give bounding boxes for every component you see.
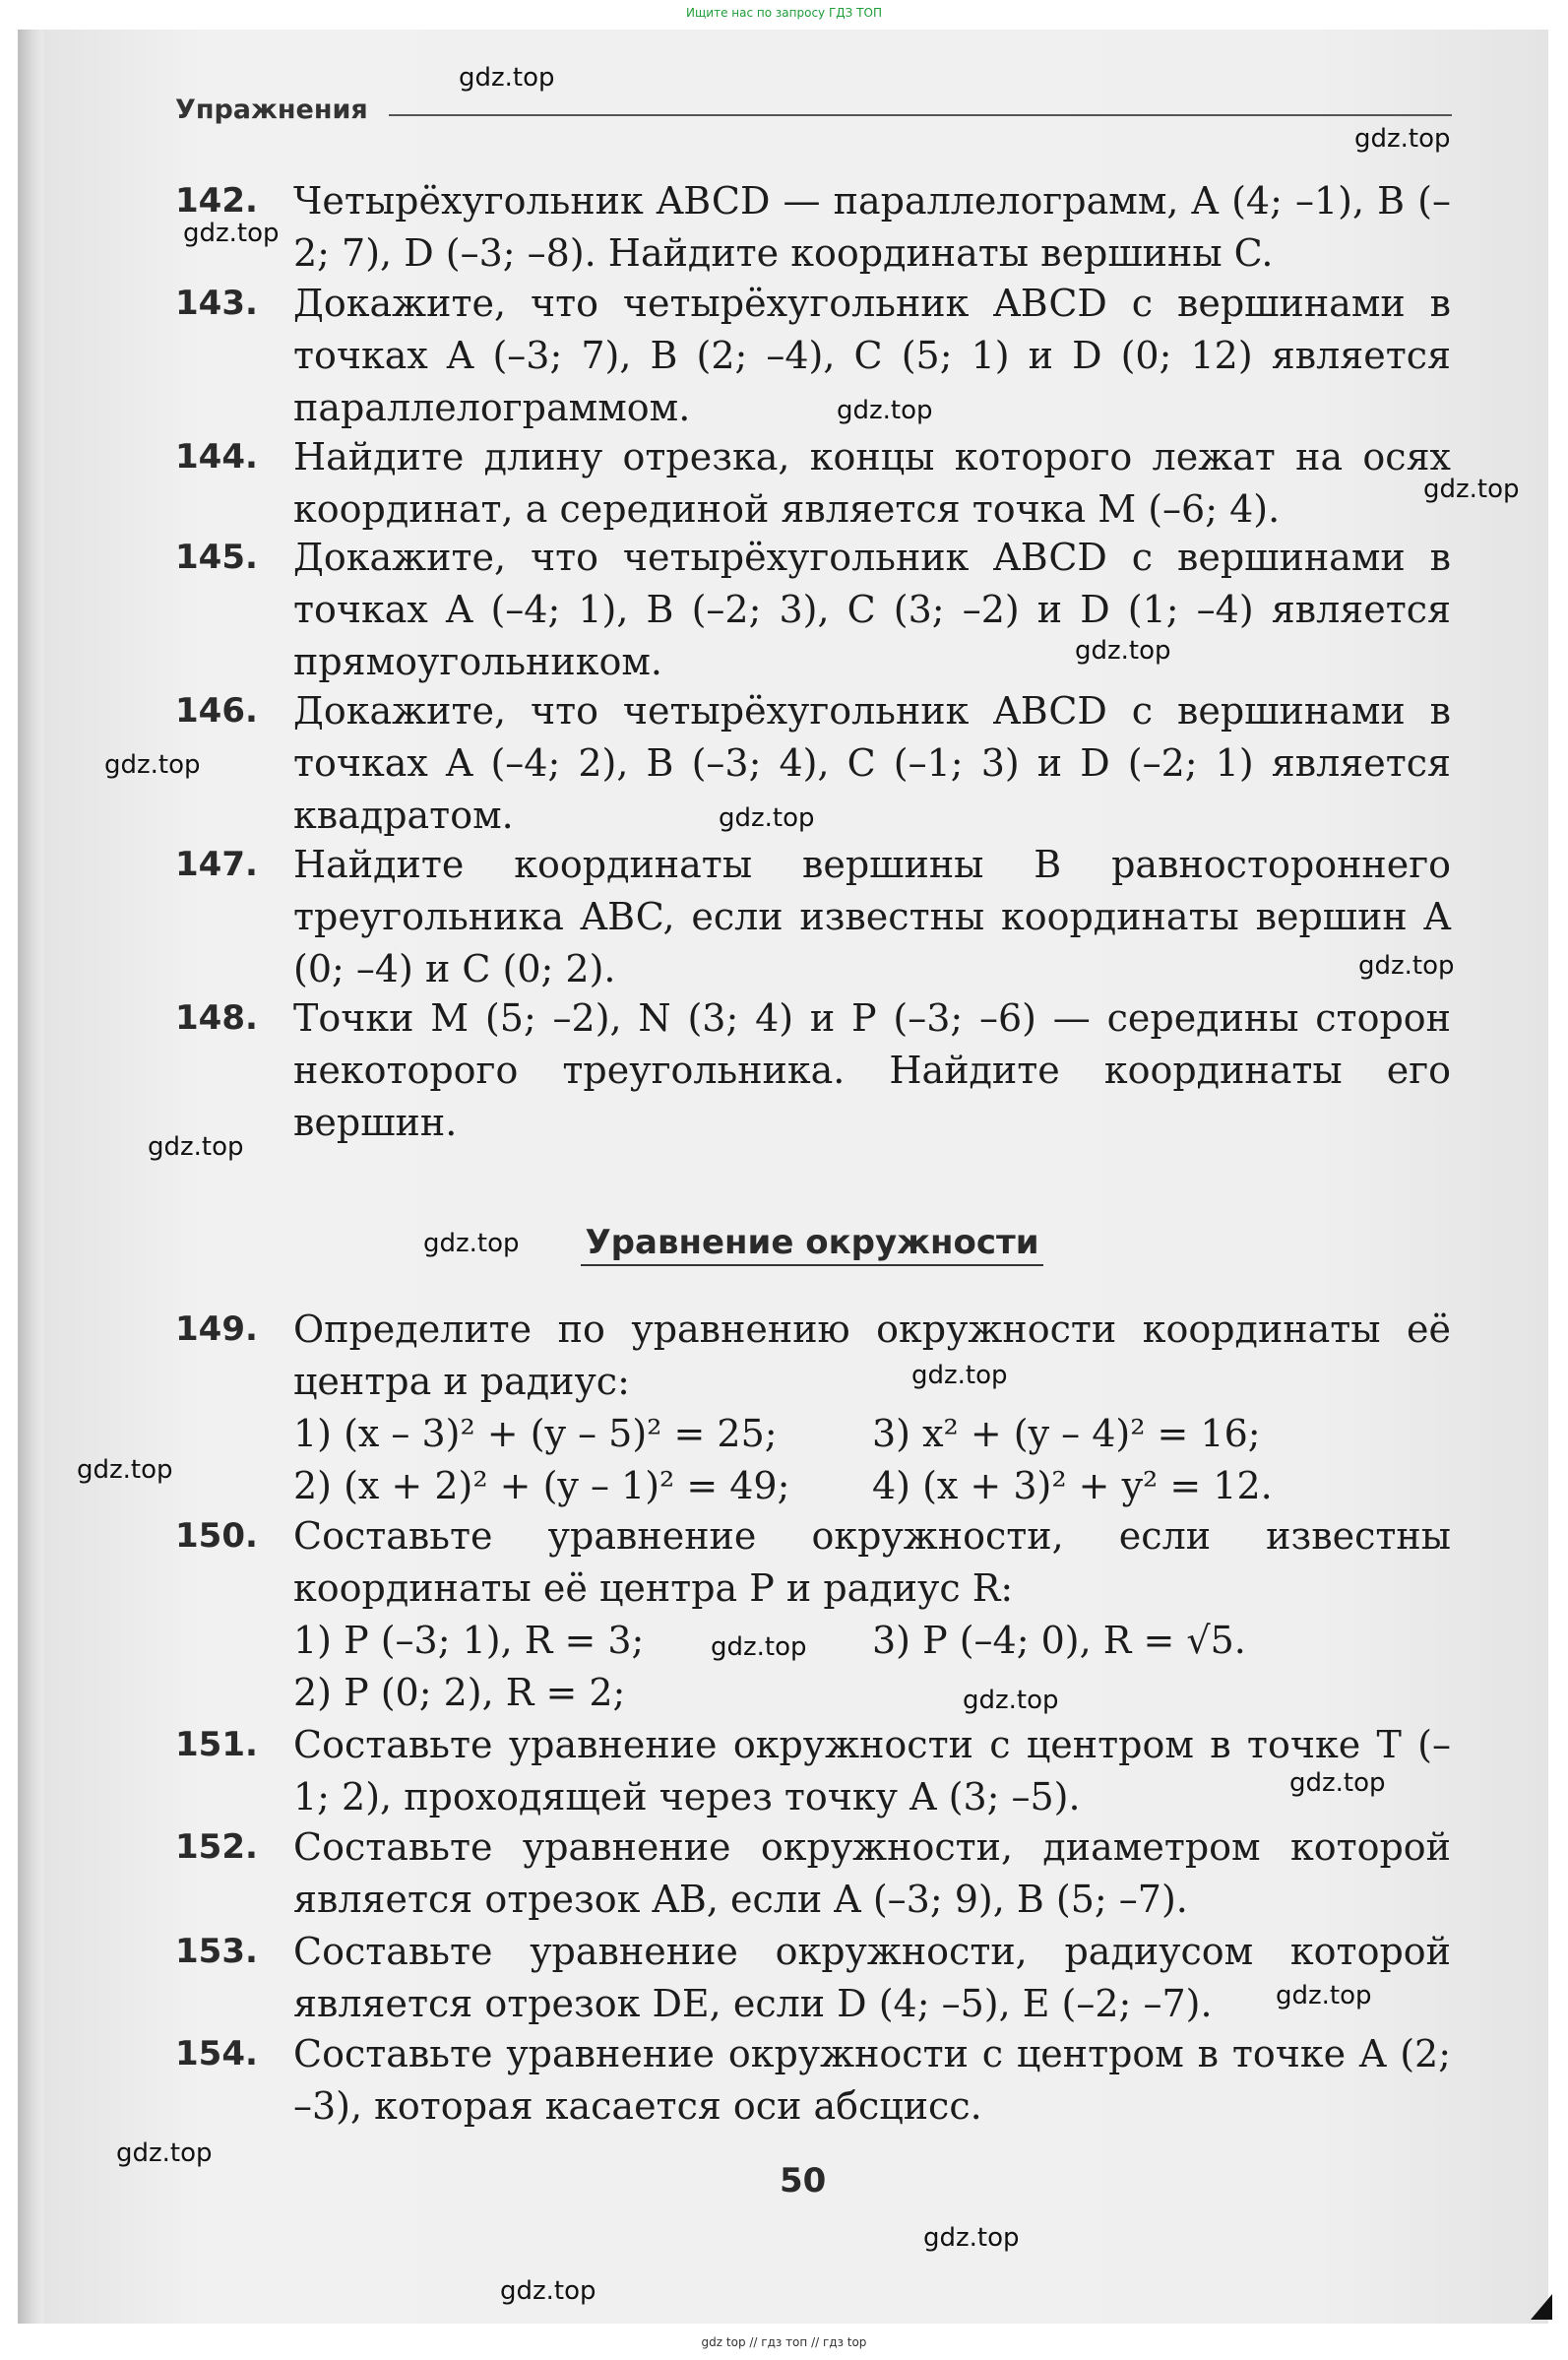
- exercise-number: 142.: [175, 181, 258, 221]
- page-number: 50: [780, 2161, 827, 2201]
- page-corner-mark: [1531, 2294, 1552, 2320]
- exercise-text: Докажите, что четырёхугольник ABCD с вершинами в точках A (–3; 7), B (2; –4), C (5; 1) и D (0; 12) является параллелограммом.: [293, 282, 1451, 429]
- bottom-banner: gdz top // гдз топ // гдз top: [701, 2335, 867, 2349]
- condition-item: 2) P (0; 2), R = 2;: [293, 1671, 626, 1714]
- exercise-152: [175, 1821, 1455, 1926]
- watermark: gdz.top: [77, 1455, 173, 1485]
- equation-item: 3) x² + (y – 4)² = 16;: [872, 1412, 1261, 1455]
- equation-item: 4) (x + 3)² + y² = 12.: [872, 1464, 1273, 1507]
- exercise-143: [175, 278, 1455, 434]
- equation-item: 2) (x + 2)² + (y – 1)² = 49;: [293, 1464, 790, 1507]
- exercise-text: Составьте уравнение окружности, радиусом которой является отрезок DE, если D (4; –5), E (–2; –7).: [293, 1930, 1451, 2025]
- exercise-text: Четырёхугольник ABCD — параллелограмм, A (4; –1), B (–2; 7), D (–3; –8). Найдите координаты вершины C.: [293, 179, 1451, 275]
- top-banner: Ищите нас по запросу ГДЗ ТОП: [686, 6, 882, 20]
- exercise-number: 152.: [175, 1827, 258, 1867]
- exercise-text: Составьте уравнение окружности с центром в точке T (–1; 2), проходящей через точку A (3; –5).: [293, 1723, 1451, 1818]
- watermark: gdz.top: [500, 2276, 596, 2306]
- exercise-number: 153.: [175, 1932, 258, 1971]
- exercise-number: 149.: [175, 1309, 258, 1349]
- exercise-number: 147.: [175, 845, 258, 884]
- watermark: gdz.top: [459, 63, 555, 93]
- exercise-147: [175, 839, 1455, 995]
- condition-item: 1) P (–3; 1), R = 3;: [293, 1619, 645, 1662]
- watermark: gdz.top: [1354, 124, 1451, 154]
- exercise-151: [175, 1719, 1455, 1823]
- exercise-text: Составьте уравнение окружности, если известны координаты её центра P и радиус R:: [293, 1514, 1451, 1610]
- watermark: gdz.top: [719, 803, 815, 833]
- exercise-text: Составьте уравнение окружности, диаметром которой является отрезок AB, если A (–3; 9), B (5; –7).: [293, 1825, 1451, 1921]
- watermark: gdz.top: [711, 1632, 807, 1662]
- watermark: gdz.top: [911, 1361, 1008, 1390]
- exercise-text: Найдите длину отрезка, концы которого лежат на осях координат, а серединой является точка M (–6; 4).: [293, 435, 1451, 531]
- condition-item: 3) P (–4; 0), R = √5.: [872, 1619, 1246, 1662]
- watermark: gdz.top: [1075, 636, 1171, 666]
- section-header: Упражнения: [175, 95, 368, 125]
- exercise-number: 150.: [175, 1516, 258, 1556]
- exercise-text: Докажите, что четырёхугольник ABCD с вершинами в точках A (–4; 2), B (–3; 4), C (–1; 3) и D (–2; 1) является квадратом.: [293, 689, 1451, 837]
- subheading: Уравнение окружности: [581, 1223, 1043, 1266]
- watermark: gdz.top: [148, 1132, 244, 1162]
- watermark: gdz.top: [423, 1229, 520, 1258]
- exercise-number: 146.: [175, 691, 258, 731]
- exercise-number: 145.: [175, 538, 258, 577]
- exercise-149: [175, 1304, 1455, 1512]
- exercise-text: Найдите координаты вершины B равностороннего треугольника ABC, если известны координаты вершин A (0; –4) и C (0; 2).: [293, 843, 1451, 990]
- exercise-144: [175, 431, 1455, 536]
- page-binding-edge: [18, 30, 43, 2324]
- exercise-text: Точки M (5; –2), N (3; 4) и P (–3; –6) — середины сторон некоторого треугольника. Найдите координаты его вершин.: [293, 996, 1451, 1144]
- watermark: gdz.top: [1358, 951, 1455, 981]
- equation-item: 1) (x – 3)² + (y – 5)² = 25;: [293, 1412, 778, 1455]
- exercise-text: Составьте уравнение окружности с центром в точке A (2; –3), которая касается оси абсцисс.: [293, 2032, 1451, 2128]
- watermark: gdz.top: [923, 2223, 1020, 2253]
- exercise-text: Определите по уравнению окружности координаты её центра и радиус:: [293, 1308, 1451, 1403]
- header-rule: [389, 114, 1452, 116]
- exercise-154: [175, 2028, 1455, 2133]
- watermark: gdz.top: [963, 1686, 1059, 1715]
- exercise-number: 143.: [175, 284, 258, 323]
- watermark: gdz.top: [116, 2138, 213, 2168]
- watermark: gdz.top: [104, 750, 201, 780]
- watermark: gdz.top: [1276, 1981, 1372, 2010]
- exercise-150: [175, 1510, 1455, 1719]
- exercise-number: 144.: [175, 437, 258, 477]
- exercise-number: 154.: [175, 2034, 258, 2073]
- watermark: gdz.top: [1423, 475, 1520, 504]
- exercise-number: 151.: [175, 1725, 258, 1764]
- exercise-number: 148.: [175, 998, 258, 1038]
- exercise-142: [175, 175, 1455, 280]
- exercise-148: [175, 992, 1455, 1149]
- watermark: gdz.top: [1289, 1768, 1386, 1798]
- exercise-146: [175, 685, 1455, 842]
- exercise-145: [175, 532, 1455, 688]
- exercise-text: Докажите, что четырёхугольник ABCD с вершинами в точках A (–4; 1), B (–2; 3), C (3; –2) и D (1; –4) является прямоугольником.: [293, 536, 1451, 683]
- exercise-153: [175, 1926, 1455, 2030]
- watermark: gdz.top: [837, 396, 933, 425]
- watermark: gdz.top: [183, 219, 280, 248]
